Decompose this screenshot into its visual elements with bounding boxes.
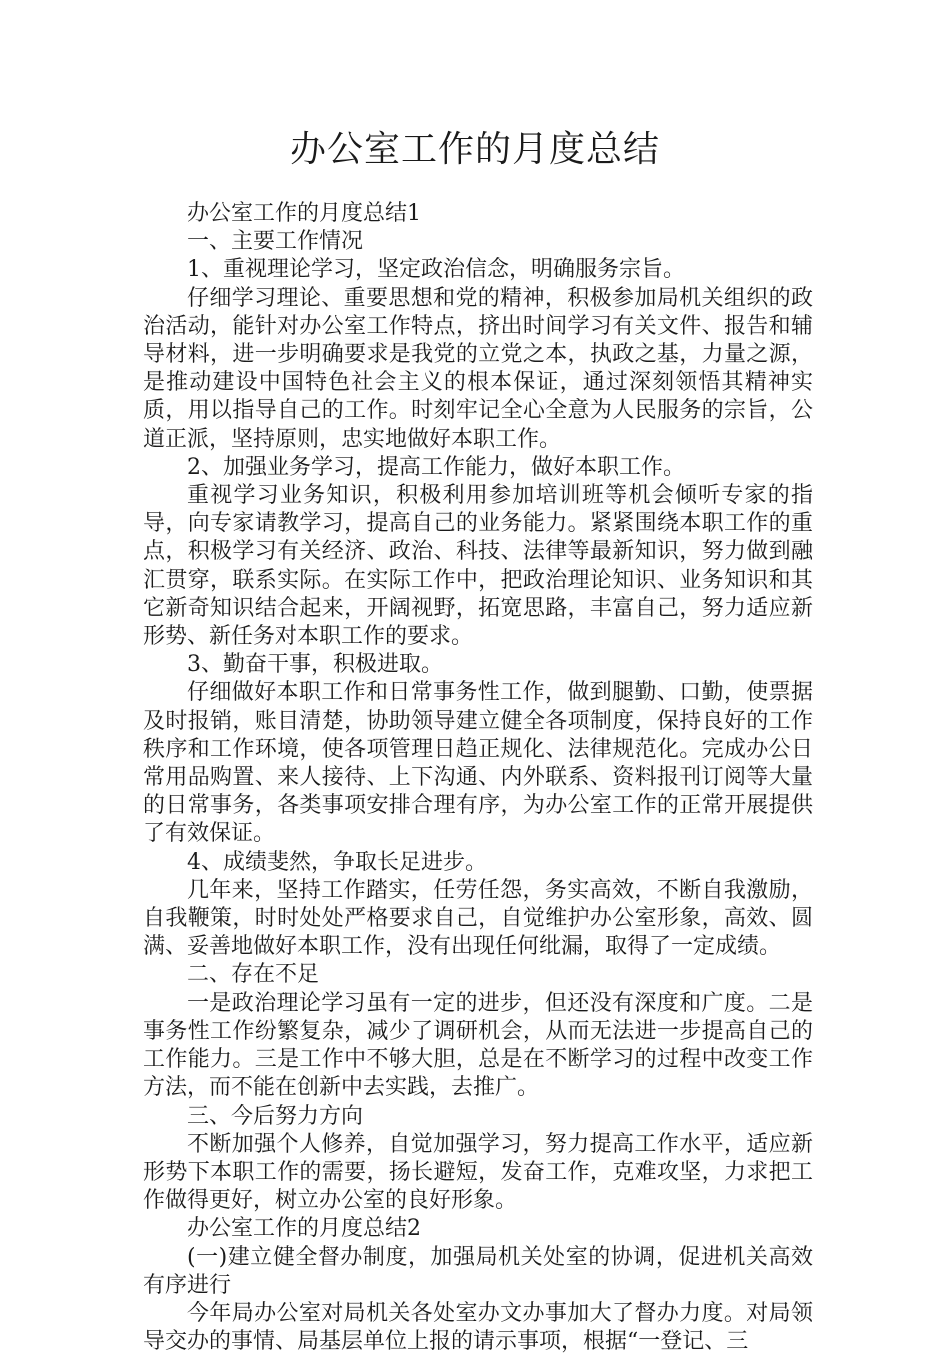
body-paragraph: 不断加强个人修养，自觉加强学习，努力提高工作水平，适应新形势下本职工作的需要，扬长避短，发奋工作，克难攻坚，力求把工作做得更好，树立办公室的良好形象。: [143, 1131, 813, 1214]
subsection-heading: 二、存在不足: [187, 962, 320, 988]
body-paragraph: 一是政治理论学习虽有一定的进步，但还没有深度和广度。二是事务性工作纷繁复杂，减少了调研机会，从而无法进一步提高自己的工作能力。三是工作中不够大胆，总是在不断学习的过程中改变工作方法，而不能在创新中去实践，去推广。: [143, 990, 813, 1101]
document-title: 办公室工作的月度总结: [289, 129, 660, 170]
body-paragraph: 今年局办公室对局机关各处室办文办事加大了督办力度。对局领导交办的事情、局基层单位上报的请示事项，根据“一登记、三: [143, 1300, 813, 1355]
subsection-heading: 三、今后努力方向: [187, 1103, 364, 1129]
item-heading: 2、加强业务学习，提高工作能力，做好本职工作。: [187, 454, 685, 480]
body-paragraph: 仔细学习理论、重要思想和党的精神，积极参加局机关组织的政治活动，能针对办公室工作特点，挤出时间学习有关文件、报告和辅导材料，进一步明确要求是我党的立党之本，执政之基，力量之源，是推动建设中国特色社会主义的根本保证，通过深刻领悟其精神实质，用以指导自己的工作。时刻牢记全心全意为人民服务的宗旨，公道正派，坚持原则，忠实地做好本职工作。: [143, 285, 813, 452]
subsection-heading: 一、主要工作情况: [187, 229, 364, 255]
body-paragraph: 重视学习业务知识，积极利用参加培训班等机会倾听专家的指导，向专家请教学习，提高自己的业务能力。紧紧围绕本职工作的重点，积极学习有关经济、政治、科技、法律等最新知识，努力做到融汇贯穿，联系实际。在实际工作中，把政治理论知识、业务知识和其它新奇知识结合起来，开阔视野，拓宽思路，丰富自己，努力适应新形势、新任务对本职工作的要求。: [143, 483, 813, 650]
item-heading: 3、勤奋干事，积极进取。: [187, 652, 443, 678]
item-heading: 4、成绩斐然，争取长足进步。: [187, 849, 487, 875]
body-paragraph: 仔细做好本职工作和日常事务性工作，做到腿勤、口勤，使票据及时报销，账目清楚，协助领导建立健全各项制度，保持良好的工作秩序和工作环境，使各项管理日趋正规化、法律规范化。完成办公日常用品购置、来人接待、上下沟通、内外联系、资料报刊订阅等大量的日常事务，各类事项安排合理有序，为办公室工作的正常开展提供了有效保证。: [143, 680, 813, 847]
section-heading: 办公室工作的月度总结1: [187, 201, 421, 226]
item-heading: 1、重视理论学习，坚定政治信念，明确服务宗旨。: [187, 257, 685, 283]
body-paragraph: 几年来，坚持工作踏实，任劳任怨，务实高效，不断自我激励，自我鞭策，时时处处严格要求自己，自觉维护办公室形象，高效、圆满、妥善地做好本职工作，没有出现任何纰漏，取得了一定成绩。: [143, 877, 813, 960]
section-heading: 办公室工作的月度总结2: [187, 1216, 421, 1242]
document-body: [143, 200, 813, 1356]
item-heading: (一)建立健全督办制度，加强局机关处室的协调，促进机关高效有序进行: [143, 1244, 813, 1298]
